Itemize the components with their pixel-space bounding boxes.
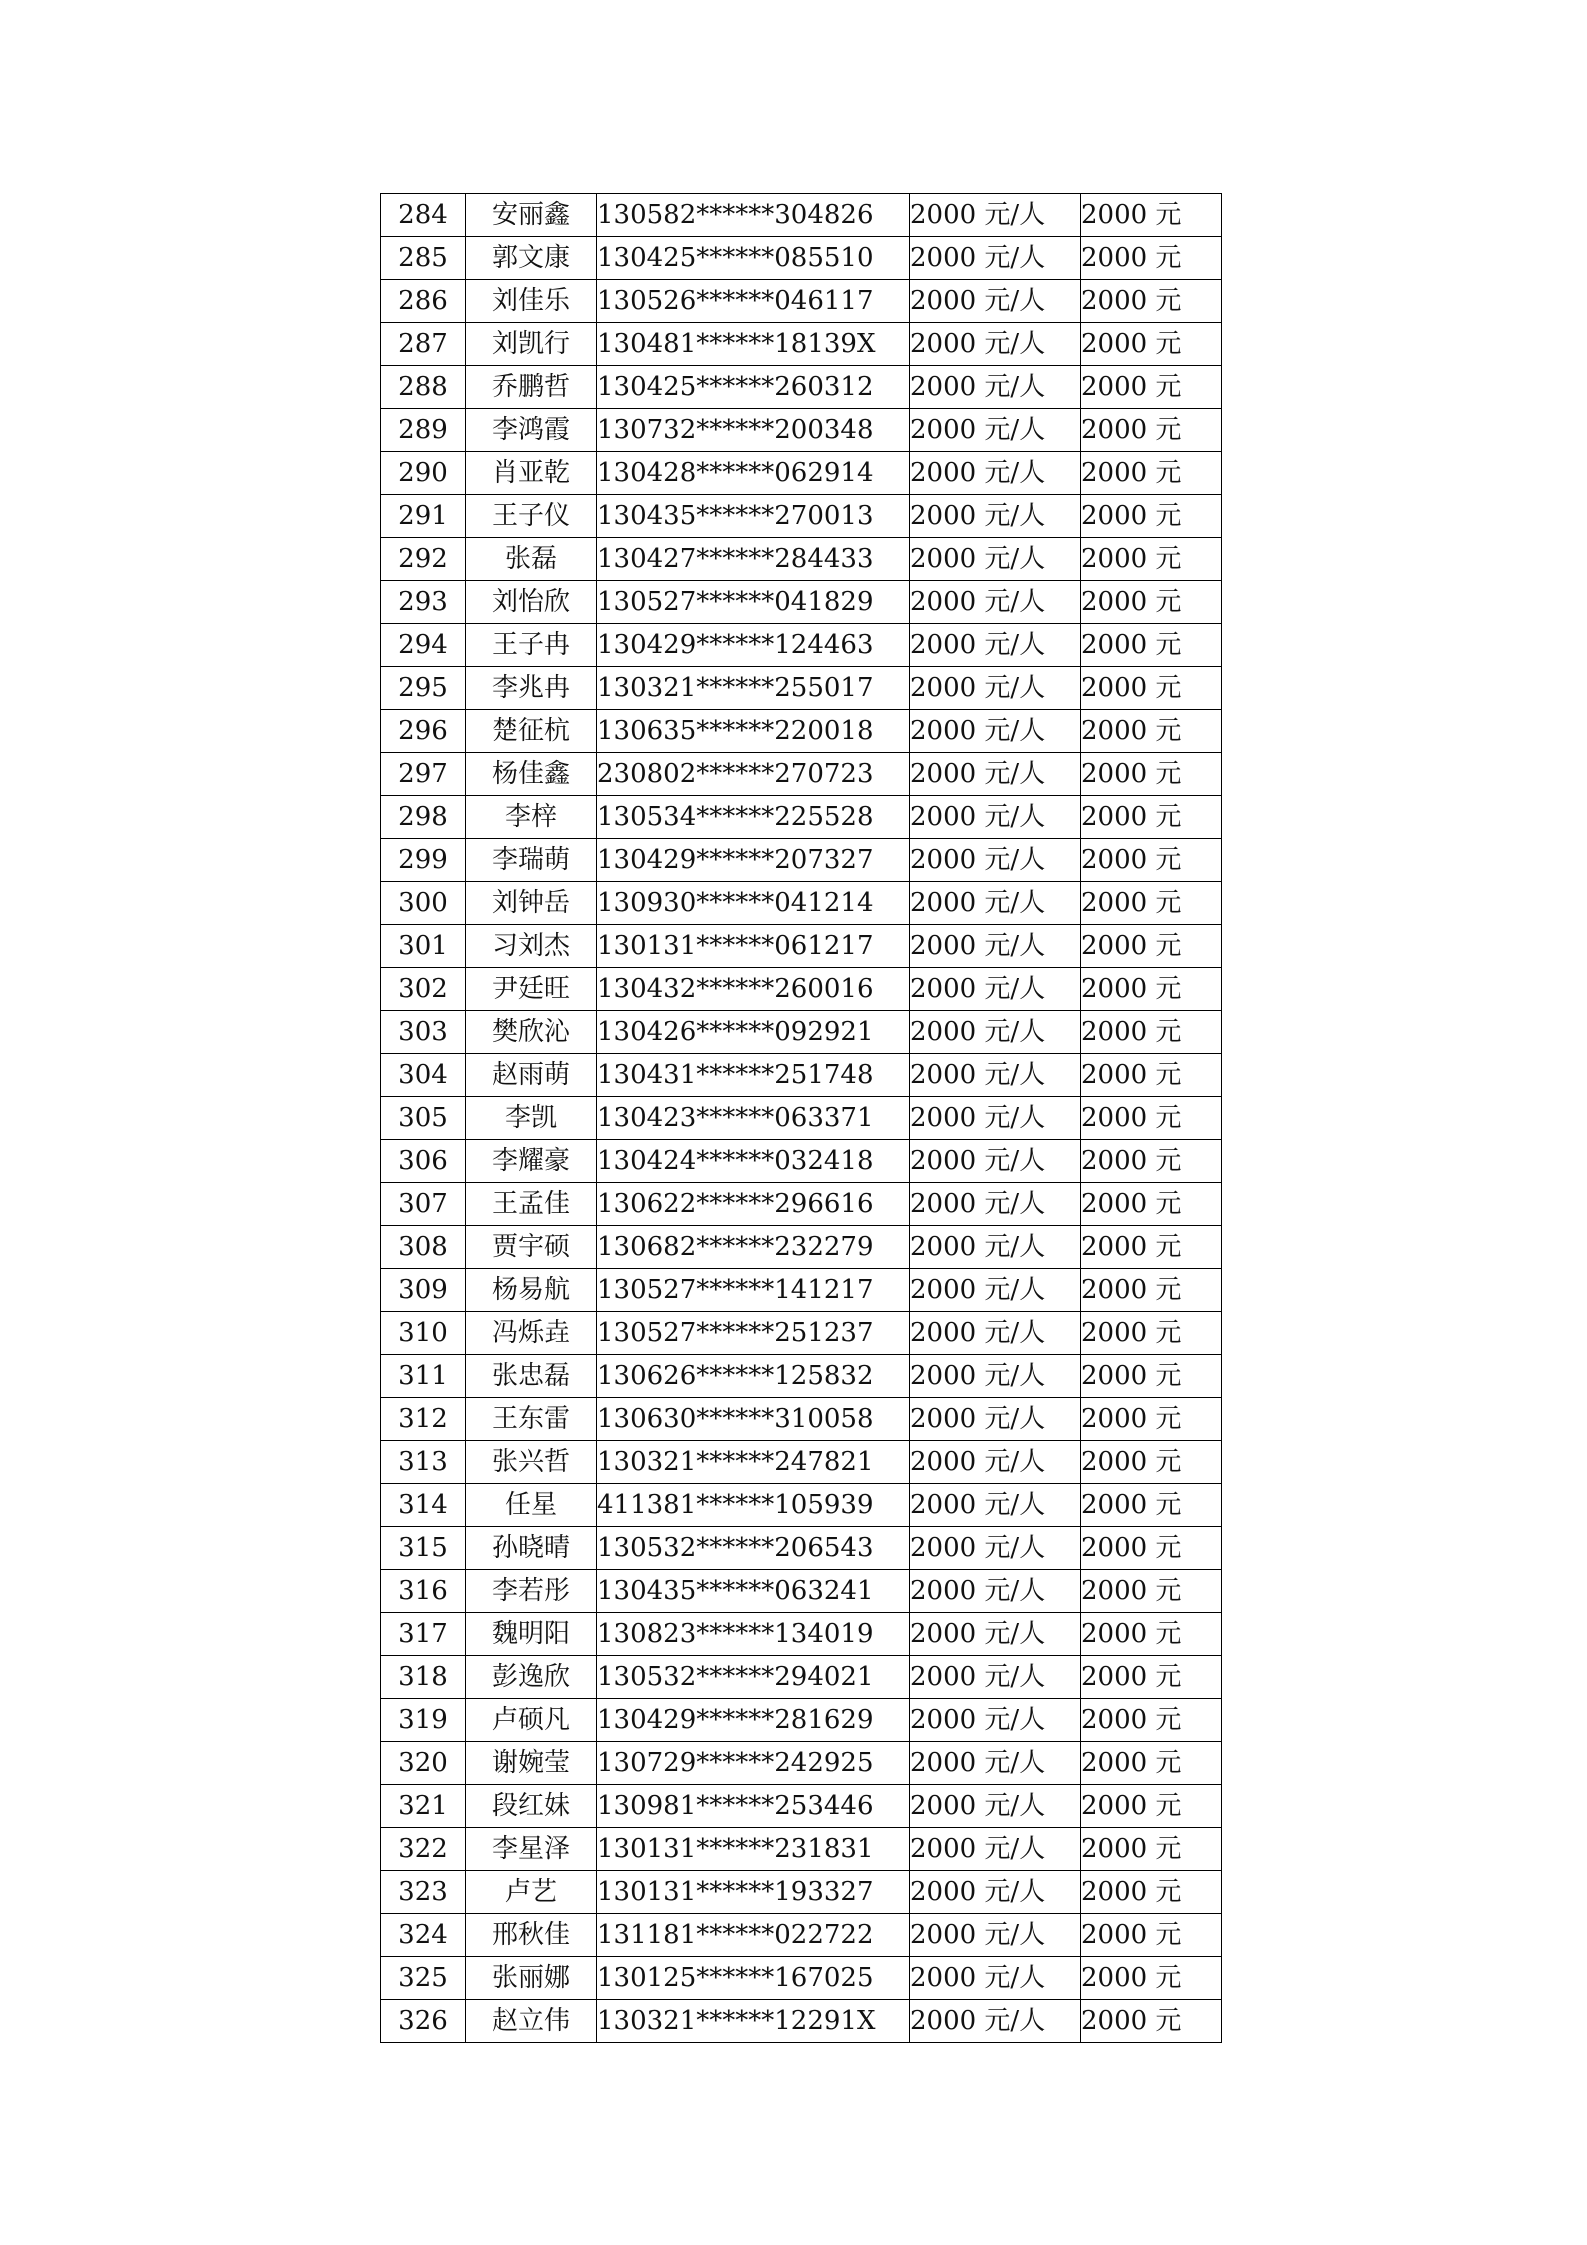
row-number: 311 [381, 1355, 466, 1398]
subsidy-amount: 2000 元 [1081, 1312, 1222, 1355]
id-number: 130532******206543 [597, 1527, 910, 1570]
table-row [381, 1398, 1222, 1441]
subsidy-standard: 2000 元/人 [910, 796, 1081, 839]
subsidy-standard: 2000 元/人 [910, 1742, 1081, 1785]
row-number: 322 [381, 1828, 466, 1871]
row-number: 293 [381, 581, 466, 624]
row-number: 285 [381, 237, 466, 280]
id-number: 130635******220018 [597, 710, 910, 753]
subsidy-amount: 2000 元 [1081, 710, 1222, 753]
row-number: 319 [381, 1699, 466, 1742]
id-number: 130431******251748 [597, 1054, 910, 1097]
person-name: 邢秋佳 [466, 1914, 597, 1957]
id-number: 130527******141217 [597, 1269, 910, 1312]
subsidy-standard: 2000 元/人 [910, 1355, 1081, 1398]
id-number: 130429******207327 [597, 839, 910, 882]
table-row [381, 1570, 1222, 1613]
subsidy-standard: 2000 元/人 [910, 1226, 1081, 1269]
subsidy-amount: 2000 元 [1081, 1140, 1222, 1183]
subsidy-standard: 2000 元/人 [910, 1613, 1081, 1656]
table-row [381, 323, 1222, 366]
table-row [381, 839, 1222, 882]
person-name: 张丽娜 [466, 1957, 597, 2000]
subsidy-standard: 2000 元/人 [910, 1140, 1081, 1183]
subsidy-amount: 2000 元 [1081, 581, 1222, 624]
table-row [381, 1742, 1222, 1785]
subsidy-amount: 2000 元 [1081, 538, 1222, 581]
person-name: 魏明阳 [466, 1613, 597, 1656]
subsidy-amount: 2000 元 [1081, 1183, 1222, 1226]
table-row [381, 1097, 1222, 1140]
id-number: 130125******167025 [597, 1957, 910, 2000]
table-row [381, 581, 1222, 624]
table-row [381, 1613, 1222, 1656]
id-number: 130582******304826 [597, 194, 910, 237]
subsidy-amount: 2000 元 [1081, 1742, 1222, 1785]
person-name: 李凯 [466, 1097, 597, 1140]
table-row [381, 1699, 1222, 1742]
table-row [381, 409, 1222, 452]
person-name: 李若彤 [466, 1570, 597, 1613]
subsidy-standard: 2000 元/人 [910, 1656, 1081, 1699]
subsidy-roster-table [380, 193, 1222, 2043]
person-name: 王子仪 [466, 495, 597, 538]
subsidy-standard: 2000 元/人 [910, 839, 1081, 882]
table-row [381, 796, 1222, 839]
row-number: 321 [381, 1785, 466, 1828]
id-number: 130930******041214 [597, 882, 910, 925]
table-row [381, 1914, 1222, 1957]
id-number: 130729******242925 [597, 1742, 910, 1785]
table-row [381, 1312, 1222, 1355]
id-number: 130527******251237 [597, 1312, 910, 1355]
row-number: 303 [381, 1011, 466, 1054]
person-name: 李兆冉 [466, 667, 597, 710]
id-number: 130432******260016 [597, 968, 910, 1011]
subsidy-standard: 2000 元/人 [910, 280, 1081, 323]
subsidy-amount: 2000 元 [1081, 839, 1222, 882]
id-number: 130131******231831 [597, 1828, 910, 1871]
table-row [381, 1484, 1222, 1527]
id-number: 130682******232279 [597, 1226, 910, 1269]
subsidy-amount: 2000 元 [1081, 1054, 1222, 1097]
id-number: 130429******124463 [597, 624, 910, 667]
subsidy-standard: 2000 元/人 [910, 624, 1081, 667]
row-number: 304 [381, 1054, 466, 1097]
person-name: 樊欣沁 [466, 1011, 597, 1054]
person-name: 李梓 [466, 796, 597, 839]
table-row [381, 1828, 1222, 1871]
subsidy-standard: 2000 元/人 [910, 1957, 1081, 2000]
person-name: 谢婉莹 [466, 1742, 597, 1785]
id-number: 130131******193327 [597, 1871, 910, 1914]
table-row [381, 1183, 1222, 1226]
subsidy-amount: 2000 元 [1081, 409, 1222, 452]
subsidy-amount: 2000 元 [1081, 1785, 1222, 1828]
person-name: 彭逸欣 [466, 1656, 597, 1699]
subsidy-amount: 2000 元 [1081, 753, 1222, 796]
subsidy-amount: 2000 元 [1081, 2000, 1222, 2043]
person-name: 卢硕凡 [466, 1699, 597, 1742]
row-number: 300 [381, 882, 466, 925]
id-number: 130427******284433 [597, 538, 910, 581]
subsidy-amount: 2000 元 [1081, 366, 1222, 409]
table-row [381, 538, 1222, 581]
row-number: 286 [381, 280, 466, 323]
row-number: 302 [381, 968, 466, 1011]
row-number: 288 [381, 366, 466, 409]
subsidy-standard: 2000 元/人 [910, 925, 1081, 968]
row-number: 325 [381, 1957, 466, 2000]
person-name: 乔鹏哲 [466, 366, 597, 409]
subsidy-standard: 2000 元/人 [910, 1699, 1081, 1742]
table-row [381, 1441, 1222, 1484]
id-number: 130526******046117 [597, 280, 910, 323]
subsidy-amount: 2000 元 [1081, 1398, 1222, 1441]
id-number: 130429******281629 [597, 1699, 910, 1742]
id-number: 130435******270013 [597, 495, 910, 538]
person-name: 段红妹 [466, 1785, 597, 1828]
row-number: 326 [381, 2000, 466, 2043]
subsidy-standard: 2000 元/人 [910, 1097, 1081, 1140]
table-row [381, 280, 1222, 323]
subsidy-standard: 2000 元/人 [910, 1785, 1081, 1828]
subsidy-standard: 2000 元/人 [910, 1484, 1081, 1527]
table-row [381, 452, 1222, 495]
row-number: 312 [381, 1398, 466, 1441]
subsidy-amount: 2000 元 [1081, 495, 1222, 538]
table-row [381, 1957, 1222, 2000]
subsidy-standard: 2000 元/人 [910, 1871, 1081, 1914]
subsidy-standard: 2000 元/人 [910, 409, 1081, 452]
table-row [381, 710, 1222, 753]
subsidy-standard: 2000 元/人 [910, 1570, 1081, 1613]
subsidy-standard: 2000 元/人 [910, 452, 1081, 495]
id-number: 130321******247821 [597, 1441, 910, 1484]
row-number: 324 [381, 1914, 466, 1957]
row-number: 308 [381, 1226, 466, 1269]
table-row [381, 624, 1222, 667]
person-name: 刘怡欣 [466, 581, 597, 624]
id-number: 130321******255017 [597, 667, 910, 710]
id-number: 130428******062914 [597, 452, 910, 495]
person-name: 刘钟岳 [466, 882, 597, 925]
row-number: 294 [381, 624, 466, 667]
table-row [381, 237, 1222, 280]
person-name: 王东雷 [466, 1398, 597, 1441]
id-number: 130630******310058 [597, 1398, 910, 1441]
subsidy-standard: 2000 元/人 [910, 1914, 1081, 1957]
person-name: 郭文康 [466, 237, 597, 280]
person-name: 贾宇硕 [466, 1226, 597, 1269]
id-number: 130626******125832 [597, 1355, 910, 1398]
subsidy-standard: 2000 元/人 [910, 882, 1081, 925]
id-number: 130131******061217 [597, 925, 910, 968]
person-name: 冯烁垚 [466, 1312, 597, 1355]
subsidy-standard: 2000 元/人 [910, 1054, 1081, 1097]
row-number: 301 [381, 925, 466, 968]
row-number: 292 [381, 538, 466, 581]
person-name: 楚征杭 [466, 710, 597, 753]
table-row [381, 2000, 1222, 2043]
person-name: 任星 [466, 1484, 597, 1527]
row-number: 290 [381, 452, 466, 495]
subsidy-standard: 2000 元/人 [910, 710, 1081, 753]
subsidy-standard: 2000 元/人 [910, 323, 1081, 366]
table-row [381, 1355, 1222, 1398]
row-number: 297 [381, 753, 466, 796]
subsidy-amount: 2000 元 [1081, 1484, 1222, 1527]
subsidy-amount: 2000 元 [1081, 280, 1222, 323]
row-number: 316 [381, 1570, 466, 1613]
table-row [381, 495, 1222, 538]
person-name: 张兴哲 [466, 1441, 597, 1484]
row-number: 289 [381, 409, 466, 452]
table-row [381, 366, 1222, 409]
person-name: 卢艺 [466, 1871, 597, 1914]
person-name: 王孟佳 [466, 1183, 597, 1226]
person-name: 李鸿霞 [466, 409, 597, 452]
subsidy-amount: 2000 元 [1081, 194, 1222, 237]
subsidy-amount: 2000 元 [1081, 667, 1222, 710]
subsidy-standard: 2000 元/人 [910, 194, 1081, 237]
subsidy-amount: 2000 元 [1081, 1527, 1222, 1570]
subsidy-standard: 2000 元/人 [910, 237, 1081, 280]
table-row [381, 194, 1222, 237]
person-name: 赵雨萌 [466, 1054, 597, 1097]
table-row [381, 1785, 1222, 1828]
id-number: 130534******225528 [597, 796, 910, 839]
subsidy-amount: 2000 元 [1081, 1441, 1222, 1484]
table-row [381, 667, 1222, 710]
row-number: 299 [381, 839, 466, 882]
row-number: 317 [381, 1613, 466, 1656]
table-row [381, 753, 1222, 796]
table-row [381, 1656, 1222, 1699]
subsidy-amount: 2000 元 [1081, 796, 1222, 839]
id-number: 130823******134019 [597, 1613, 910, 1656]
id-number: 130527******041829 [597, 581, 910, 624]
person-name: 李星泽 [466, 1828, 597, 1871]
table-row [381, 925, 1222, 968]
table-row [381, 1871, 1222, 1914]
row-number: 287 [381, 323, 466, 366]
subsidy-standard: 2000 元/人 [910, 366, 1081, 409]
subsidy-standard: 2000 元/人 [910, 968, 1081, 1011]
row-number: 284 [381, 194, 466, 237]
person-name: 习刘杰 [466, 925, 597, 968]
subsidy-standard: 2000 元/人 [910, 753, 1081, 796]
id-number: 130435******063241 [597, 1570, 910, 1613]
table-row [381, 1226, 1222, 1269]
subsidy-amount: 2000 元 [1081, 968, 1222, 1011]
person-name: 孙晓晴 [466, 1527, 597, 1570]
person-name: 尹廷旺 [466, 968, 597, 1011]
subsidy-standard: 2000 元/人 [910, 667, 1081, 710]
person-name: 刘凯行 [466, 323, 597, 366]
id-number: 130622******296616 [597, 1183, 910, 1226]
subsidy-amount: 2000 元 [1081, 1828, 1222, 1871]
subsidy-amount: 2000 元 [1081, 882, 1222, 925]
subsidy-amount: 2000 元 [1081, 1699, 1222, 1742]
row-number: 296 [381, 710, 466, 753]
id-number: 230802******270723 [597, 753, 910, 796]
row-number: 309 [381, 1269, 466, 1312]
subsidy-standard: 2000 元/人 [910, 1269, 1081, 1312]
row-number: 307 [381, 1183, 466, 1226]
roster-table-body [381, 194, 1222, 2043]
row-number: 323 [381, 1871, 466, 1914]
row-number: 298 [381, 796, 466, 839]
subsidy-standard: 2000 元/人 [910, 1312, 1081, 1355]
subsidy-amount: 2000 元 [1081, 452, 1222, 495]
id-number: 130423******063371 [597, 1097, 910, 1140]
row-number: 320 [381, 1742, 466, 1785]
row-number: 305 [381, 1097, 466, 1140]
subsidy-amount: 2000 元 [1081, 1355, 1222, 1398]
person-name: 刘佳乐 [466, 280, 597, 323]
subsidy-amount: 2000 元 [1081, 624, 1222, 667]
row-number: 313 [381, 1441, 466, 1484]
id-number: 130426******092921 [597, 1011, 910, 1054]
subsidy-standard: 2000 元/人 [910, 538, 1081, 581]
subsidy-amount: 2000 元 [1081, 1871, 1222, 1914]
subsidy-amount: 2000 元 [1081, 323, 1222, 366]
id-number: 130424******032418 [597, 1140, 910, 1183]
subsidy-standard: 2000 元/人 [910, 495, 1081, 538]
subsidy-standard: 2000 元/人 [910, 2000, 1081, 2043]
person-name: 杨佳鑫 [466, 753, 597, 796]
subsidy-standard: 2000 元/人 [910, 1183, 1081, 1226]
subsidy-standard: 2000 元/人 [910, 1398, 1081, 1441]
subsidy-standard: 2000 元/人 [910, 581, 1081, 624]
person-name: 李耀豪 [466, 1140, 597, 1183]
subsidy-standard: 2000 元/人 [910, 1441, 1081, 1484]
person-name: 安丽鑫 [466, 194, 597, 237]
id-number: 130425******260312 [597, 366, 910, 409]
person-name: 杨易航 [466, 1269, 597, 1312]
person-name: 张忠磊 [466, 1355, 597, 1398]
subsidy-amount: 2000 元 [1081, 1226, 1222, 1269]
person-name: 肖亚乾 [466, 452, 597, 495]
id-number: 131181******022722 [597, 1914, 910, 1957]
table-row [381, 1140, 1222, 1183]
subsidy-amount: 2000 元 [1081, 1656, 1222, 1699]
subsidy-amount: 2000 元 [1081, 1957, 1222, 2000]
subsidy-standard: 2000 元/人 [910, 1527, 1081, 1570]
table-row [381, 1054, 1222, 1097]
table-row [381, 882, 1222, 925]
id-number: 130732******200348 [597, 409, 910, 452]
subsidy-standard: 2000 元/人 [910, 1828, 1081, 1871]
id-number: 130425******085510 [597, 237, 910, 280]
row-number: 295 [381, 667, 466, 710]
subsidy-amount: 2000 元 [1081, 1914, 1222, 1957]
person-name: 李瑞萌 [466, 839, 597, 882]
subsidy-amount: 2000 元 [1081, 925, 1222, 968]
row-number: 310 [381, 1312, 466, 1355]
subsidy-amount: 2000 元 [1081, 1269, 1222, 1312]
table-row [381, 968, 1222, 1011]
id-number: 130981******253446 [597, 1785, 910, 1828]
id-number: 411381******105939 [597, 1484, 910, 1527]
subsidy-amount: 2000 元 [1081, 1097, 1222, 1140]
id-number: 130532******294021 [597, 1656, 910, 1699]
row-number: 306 [381, 1140, 466, 1183]
id-number: 130321******12291X [597, 2000, 910, 2043]
subsidy-amount: 2000 元 [1081, 1570, 1222, 1613]
row-number: 314 [381, 1484, 466, 1527]
table-row [381, 1527, 1222, 1570]
person-name: 张磊 [466, 538, 597, 581]
row-number: 318 [381, 1656, 466, 1699]
table-row [381, 1269, 1222, 1312]
subsidy-amount: 2000 元 [1081, 1011, 1222, 1054]
row-number: 291 [381, 495, 466, 538]
id-number: 130481******18139X [597, 323, 910, 366]
row-number: 315 [381, 1527, 466, 1570]
subsidy-standard: 2000 元/人 [910, 1011, 1081, 1054]
table-row [381, 1011, 1222, 1054]
person-name: 赵立伟 [466, 2000, 597, 2043]
subsidy-amount: 2000 元 [1081, 237, 1222, 280]
subsidy-amount: 2000 元 [1081, 1613, 1222, 1656]
person-name: 王子冉 [466, 624, 597, 667]
